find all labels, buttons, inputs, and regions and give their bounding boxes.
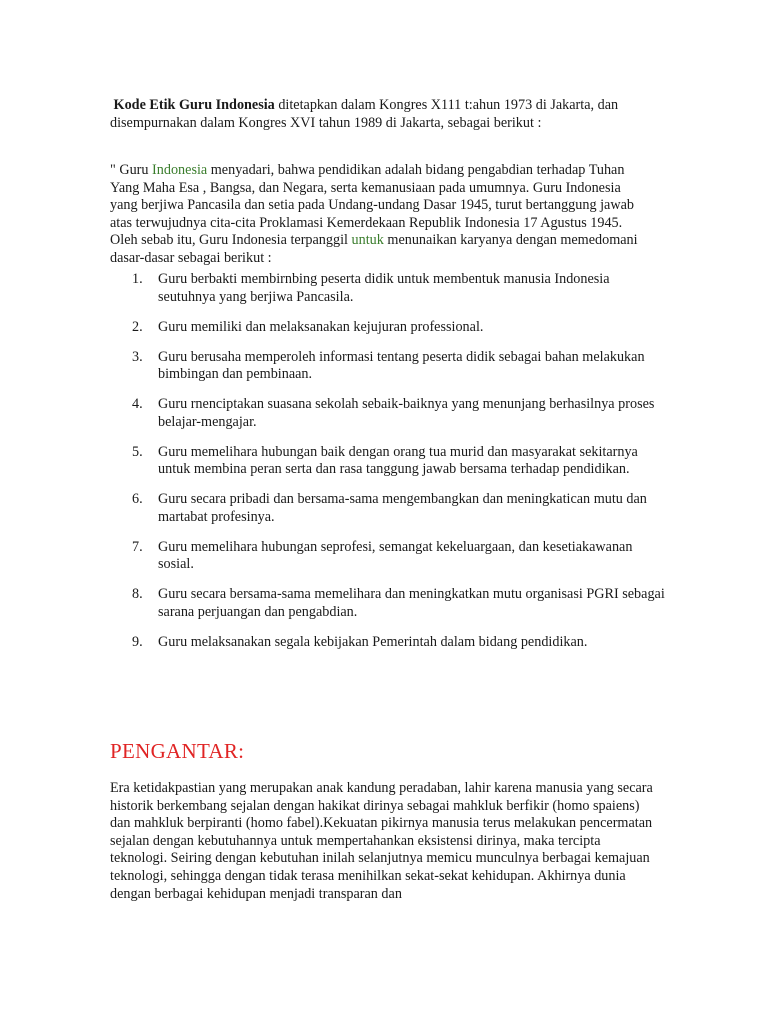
intro-bold-title: Kode Etik Guru Indonesia — [113, 97, 275, 113]
list-item — [110, 396, 670, 431]
list-item — [110, 319, 670, 337]
list-item-text: Guru memelihara hubungan baik dengan orang tua murid dan masyarakat sekitarnya untuk membina peran serta dan rasa tanggung jawab bersama terhadap pendidikan. — [158, 443, 638, 478]
intro-paragraph — [110, 97, 690, 132]
list-item-number: 9. — [132, 634, 143, 651]
intro-text: ditetapkan dalam Kongres X111 t:ahun 1973 di Jakarta, dan disempurnakan dalam Kongres XVI tahun 1989 di Jakarta, sebagai berikut : — [110, 97, 619, 131]
list-item-text: Guru memelihara hubungan seprofesi, semangat kekeluargaan, dan kesetiakawanan sosial. — [158, 538, 633, 573]
untuk-link[interactable]: untuk — [351, 232, 384, 249]
pengantar-heading: PENGANTAR: — [110, 739, 245, 763]
list-item — [110, 586, 670, 621]
list-item-text: Guru rnenciptakan suasana sekolah sebaik-baiknya yang menunjang berhasilnya proses belajar-mengajar. — [158, 396, 655, 430]
list-item-text: Guru melaksanakan segala kebijakan Pemerintah dalam bidang pendidikan. — [158, 634, 588, 651]
quote-text-middle: menyadari, bahwa pendidikan adalah bidang pengabdian terhadap Tuhan Yang Maha Esa , Bangsa, dan Negara, serta kemanusiaan pada umumnya. Guru Indonesia yang berjiwa Pancasila dan setia pada Undang-undang Dasar 1945, turut bertanggung jawab atas terwujudnya cita-cita Proklamasi Kemerdekaan Republik Indonesia 17 Agustus 1945. Oleh sebab itu, Guru Indonesia terpanggil — [110, 162, 634, 249]
list-item-number: 1. — [132, 271, 143, 287]
list-item-number: 2. — [132, 318, 143, 335]
list-item — [110, 349, 670, 384]
list-item-text: Guru secara pribadi dan bersama-sama mengembangkan dan meningkatican mutu dan martabat profesinya. — [158, 491, 647, 525]
list-item-number: 7. — [132, 538, 143, 555]
list-item — [110, 634, 670, 652]
quote-text-start: " Guru — [110, 162, 153, 178]
indonesia-link[interactable]: Indonesia — [152, 162, 208, 178]
list-item-number: 4. — [132, 396, 143, 413]
list-item-number: 3. — [132, 348, 143, 365]
list-item-text: Guru secara bersama-sama memelihara dan meningkatkan mutu organisasi PGRI sebagai sarana perjuangan dan pengabdian. — [158, 586, 665, 621]
quote-text-end: menunaikan karyanya dengan memedomani dasar-dasar sebagai berikut : — [110, 232, 638, 266]
list-item-text: Guru berbakti membirnbing peserta didik untuk membentuk manusia Indonesia seutuhnya yang berjiwa Pancasila. — [158, 271, 610, 305]
code-of-ethics-list — [110, 271, 670, 664]
list-item — [110, 539, 670, 574]
list-item-text: Guru berusaha memperoleh informasi tentang peserta didik sebagai bahan melakukan bimbingan dan pembinaan. — [158, 348, 645, 383]
pengantar-body: Era ketidakpastian yang merupakan anak kandung peradaban, lahir karena manusia yang secara historik berkembang sejalan dengan hakikat dirinya sebagai mahkluk berfikir (homo spaiens) dan mahkluk berpiranti (homo fabel).Kekuatan pikirnya manusia terus melakukan pencermatan sejalan dengan kebutuhannya untuk mempertahankan eksistensi dirinya, maka tercipta teknologi. Seiring dengan kebutuhan inilah selanjutnya memicu munculnya berbagai kemajuan teknologi, sehingga dengan tidak terasa menihilkan sekat-sekat kehidupan. Akhirnya dunia dengan berbagai kehidupan menjadi transparan dan — [110, 780, 653, 902]
list-item — [110, 444, 670, 479]
list-item-number: 8. — [132, 586, 143, 603]
list-item-number: 5. — [132, 443, 143, 460]
list-item-number: 6. — [132, 491, 143, 508]
list-item — [110, 271, 670, 306]
list-item — [110, 491, 670, 526]
quote-paragraph — [110, 162, 650, 268]
list-item-text: Guru memiliki dan melaksanakan kejujuran professional. — [158, 318, 484, 335]
